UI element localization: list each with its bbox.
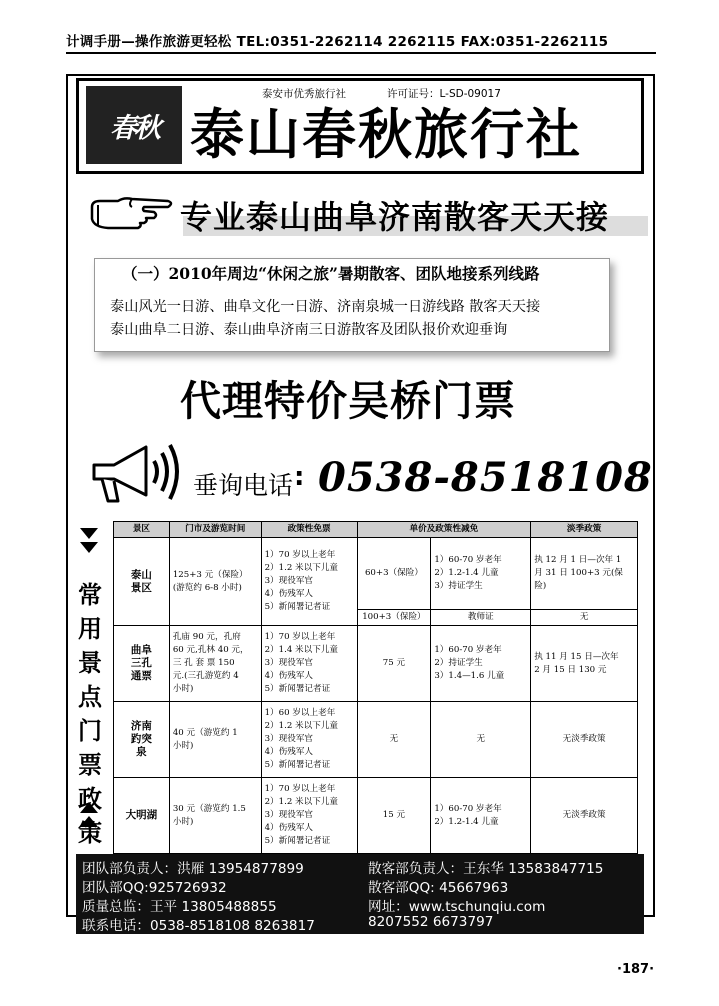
reduce-cell: 教师证 <box>431 610 531 626</box>
down-triangle-icon <box>80 528 98 539</box>
unit-price-cell: 75 元 <box>357 626 431 702</box>
site-cell: 大明湖 <box>114 778 170 854</box>
contact-phones-more: 8207552 6673797 <box>368 914 494 930</box>
table-row <box>114 626 638 702</box>
ticket-policy-table <box>113 521 638 854</box>
routes-title: （一）2010年周边“休闲之旅”暑期散客、团队地接系列线路 <box>122 264 540 283</box>
unit-price-cell: 15 元 <box>357 778 431 854</box>
up-triangle-icon <box>80 802 98 813</box>
site-cell: 曲阜 三孔 通票 <box>114 626 170 702</box>
side-title-char: 景 <box>78 649 102 677</box>
page-header: 计调手册—操作旅游更轻松 TEL:0351-2262114 2262115 FAX:0351-2262115 <box>66 34 609 50</box>
routes-line-1: 泰山风光一日游、曲阜文化一日游、济南泉城一日游线路 散客天天接 <box>110 299 541 315</box>
phone-label: 垂询电话 <box>193 471 294 500</box>
phone-colon: : <box>294 462 305 492</box>
table-row <box>114 702 638 778</box>
megaphone-icon <box>88 437 188 509</box>
promo-headline: 代理特价吴桥门票 <box>180 377 516 425</box>
price-cell: 孔庙 90 元，孔府 60 元,孔林 40 元， 三 孔 套 票 150 元.(三孔游览约 4 小时) <box>169 626 261 702</box>
header-free: 政策性免票 <box>261 522 357 538</box>
pointing-hand-icon <box>88 193 174 233</box>
side-title-char: 门 <box>78 717 102 745</box>
header-reduce: 单价及政策性减免 <box>357 522 531 538</box>
offseason-cell: 无淡季政策 <box>531 702 638 778</box>
unit-price-cell: 无 <box>357 702 431 778</box>
price-cell: 30 元（游览约 1.5 小时) <box>169 778 261 854</box>
down-triangle-icon <box>80 542 98 553</box>
table-row <box>114 778 638 854</box>
price-cell: 40 元（游览约 1 小时) <box>169 702 261 778</box>
team-lead: 团队部负责人：洪雁 13954877899 <box>82 861 304 877</box>
agency-logo: 春秋 <box>86 86 182 164</box>
team-qq: 团队部QQ:925726932 <box>82 880 227 896</box>
contact-phones: 联系电话：0538-8518108 8263817 <box>82 918 315 934</box>
website-link[interactable]: 网址：www.tschunqiu.com <box>368 899 546 915</box>
side-title-char: 常 <box>78 581 102 609</box>
routes-line-2: 泰山曲阜二日游、泰山曲阜济南三日游散客及团队报价欢迎垂询 <box>110 322 508 338</box>
free-cell: 1）70 岁以上老年 2）1.2 米以下儿童 3）现役军官 4）伤残军人 5）新闻署记者证 <box>261 538 357 626</box>
side-title-char: 策 <box>78 819 102 847</box>
up-triangle-icon <box>80 816 98 827</box>
phone-number[interactable]: 0538-8518108 <box>318 454 653 501</box>
fit-lead: 散客部负责人：王东华 13583847715 <box>368 861 604 877</box>
page-number: ·187· <box>617 962 655 977</box>
reduce-cell: 1）60-70 岁老年 2）持证学生 3）1.4—1.6 儿童 <box>431 626 531 702</box>
free-cell: 1）70 岁以上老年 2）1.4 米以下儿童 3）现役军官 4）伤残军人 5）新闻署记者证 <box>261 626 357 702</box>
free-cell: 1）70 岁以上老年 2）1.2 米以下儿童 3）现役军官 4）伤残军人 5）新闻署记者证 <box>261 778 357 854</box>
header-price: 门市及游览时间 <box>169 522 261 538</box>
side-title-char: 点 <box>78 683 102 711</box>
reduce-cell: 1）60-70 岁老年 2）1.2-1.4 儿童 <box>431 778 531 854</box>
side-title-char: 票 <box>78 751 102 779</box>
agency-license: 许可证号：L-SD-09017 <box>387 88 501 100</box>
agency-subtitle: 泰安市优秀旅行社 <box>262 88 346 100</box>
offseason-cell: 执 11 月 15 日—次年 2 月 15 日 130 元 <box>531 626 638 702</box>
fit-qq: 散客部QQ: 45667963 <box>368 880 509 896</box>
site-cell: 济南 趵突 泉 <box>114 702 170 778</box>
unit-price-cell: 60+3（保险） <box>357 538 431 610</box>
site-cell: 泰山 景区 <box>114 538 170 626</box>
table-row <box>114 538 638 610</box>
quality-director: 质量总监：王平 13805488855 <box>82 899 277 915</box>
side-title-char: 政 <box>78 785 102 813</box>
side-title-char: 用 <box>78 615 102 643</box>
slogan: 专业泰山曲阜济南散客天天接 <box>180 198 610 236</box>
reduce-cell: 1）60-70 岁老年 2）1.2-1.4 儿童 3）持证学生 <box>431 538 531 610</box>
header-rule <box>66 52 656 54</box>
unit-price-cell: 100+3（保险） <box>357 610 431 626</box>
offseason-cell: 无 <box>531 610 638 626</box>
reduce-cell: 无 <box>431 702 531 778</box>
price-cell: 125+3 元（保险） (游览约 6-8 小时) <box>169 538 261 626</box>
header-site: 景区 <box>114 522 170 538</box>
agency-name: 泰山春秋旅行社 <box>190 102 582 166</box>
table-header-row <box>114 522 638 538</box>
contact-footer <box>76 854 644 934</box>
offseason-cell: 无淡季政策 <box>531 778 638 854</box>
free-cell: 1）60 岁以上老年 2）1.2 米以下儿童 3）现役军官 4）伤残军人 5）新闻署记者证 <box>261 702 357 778</box>
offseason-cell: 执 12 月 1 日—次年 1 月 31 日 100+3 元(保险) <box>531 538 638 610</box>
header-offseason: 淡季政策 <box>531 522 638 538</box>
